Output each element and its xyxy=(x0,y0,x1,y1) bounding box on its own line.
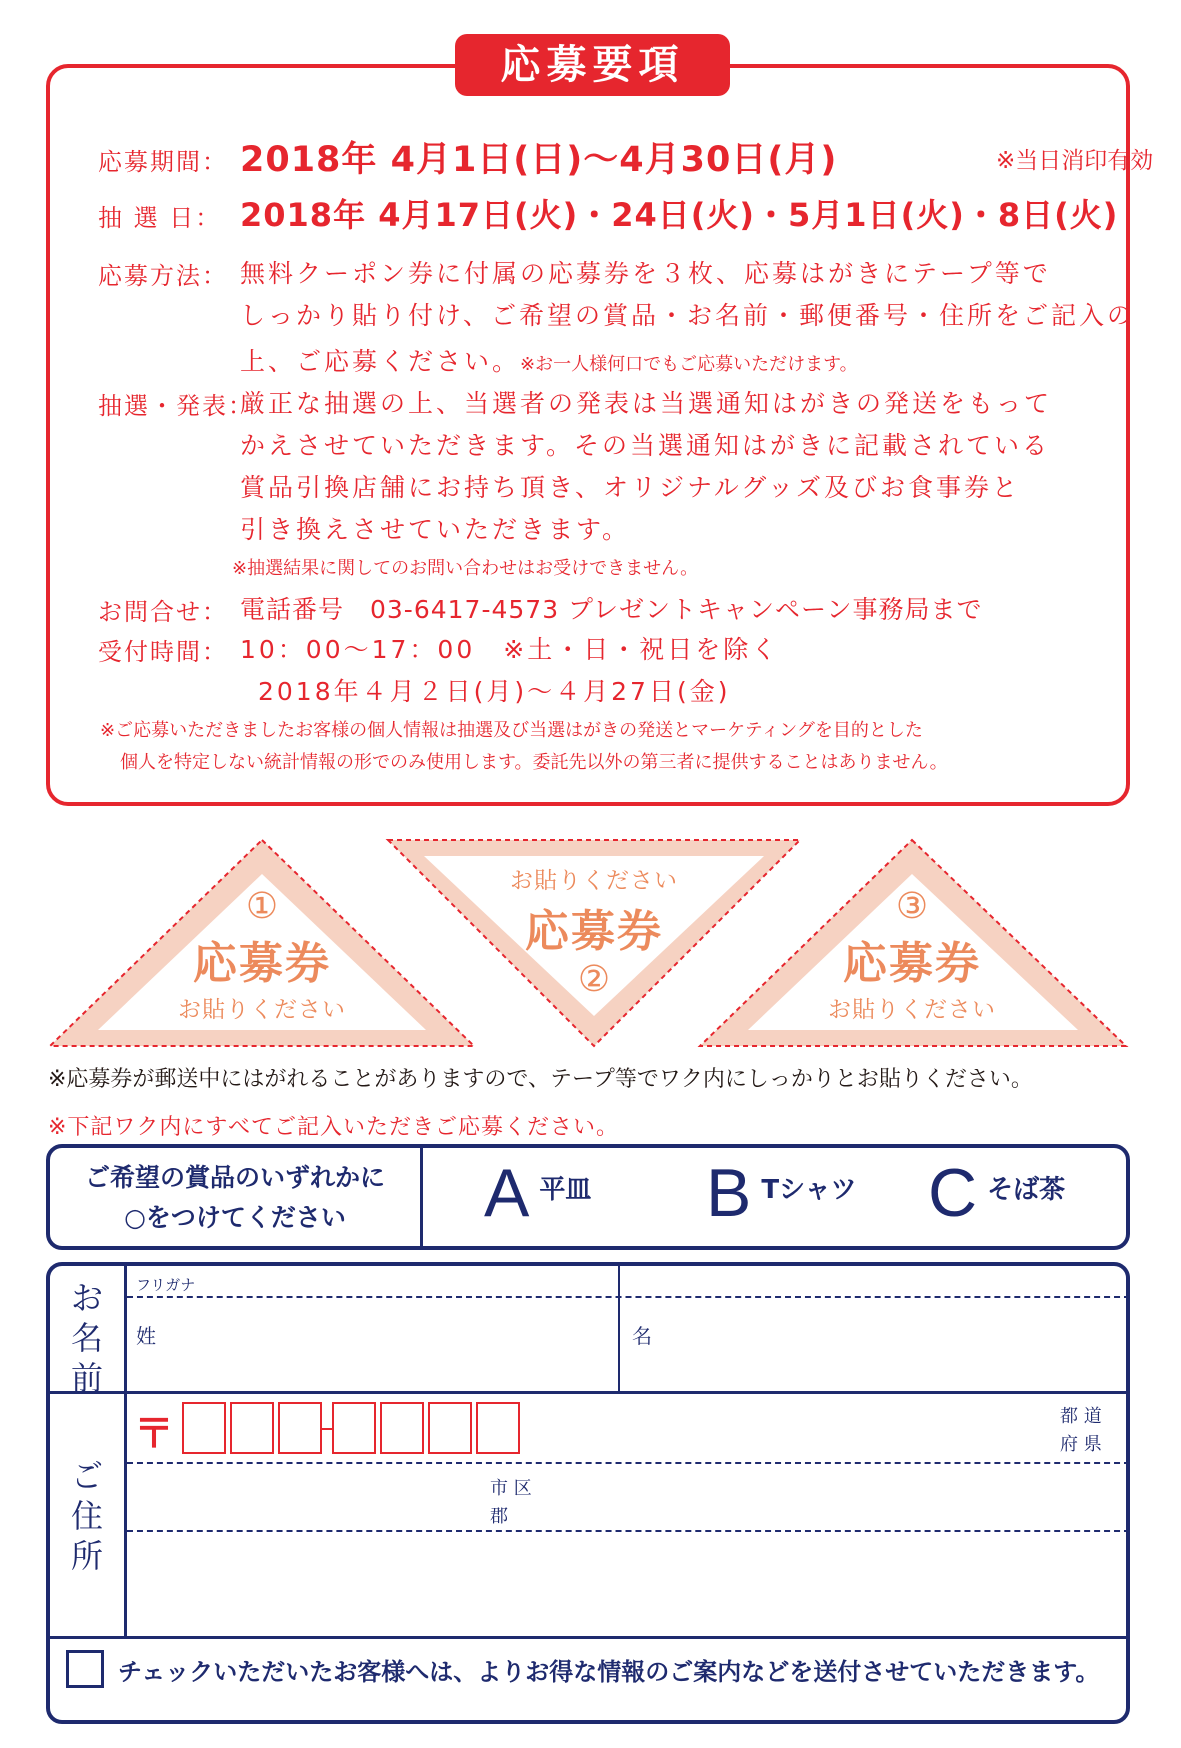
ticket-2-text xyxy=(494,862,694,1000)
method-line3-text: 上、ご応募ください。 xyxy=(240,347,521,376)
given-name-field[interactable] xyxy=(658,1306,1118,1386)
privacy-note-2: 個人を特定しない統計情報の形でのみ使用します。委託先以外の第三者に提供することはありません。 xyxy=(120,752,948,773)
name-side-char-1: お xyxy=(70,1279,103,1317)
given-name-label: 名 xyxy=(632,1324,652,1348)
hours-line1: 10：00～17：00 ※土・日・祝日を除く xyxy=(240,635,780,664)
prize-option-b-name: Tシャツ xyxy=(761,1174,857,1205)
announce-line2: かえさせていただきます。その当選通知はがきに記載されている xyxy=(240,431,1051,460)
announce-label: 抽選・発表： xyxy=(98,392,254,420)
city-label-2: 郡 xyxy=(490,1506,508,1527)
announce-line1: 厳正な抽選の上、当選者の発表は当選通知はがきの発送をもって xyxy=(240,389,1053,418)
name-middle-divider xyxy=(618,1266,620,1391)
period-value: 2018年 4月1日(日)～4月30日(月) xyxy=(240,140,838,180)
fill-instruction: ※下記ワク内にすべてご記入いただきご応募ください。 xyxy=(48,1115,619,1140)
info-optin-text: チェックいただいたお客様へは、よりお得な情報のご案内などを送付させていただきます。 xyxy=(118,1658,1100,1686)
zip-box-2[interactable] xyxy=(230,1402,274,1454)
zip-box-7[interactable] xyxy=(476,1402,520,1454)
zip-box-3[interactable] xyxy=(278,1402,322,1454)
zip-box-5[interactable] xyxy=(380,1402,424,1454)
prize-option-b[interactable] xyxy=(706,1154,857,1232)
zip-box-4[interactable] xyxy=(332,1402,376,1454)
prize-instruction xyxy=(50,1158,420,1238)
label-column-divider xyxy=(124,1266,127,1638)
name-section-divider xyxy=(50,1391,1130,1394)
prize-divider xyxy=(420,1148,423,1246)
address-side-char-2: 住 xyxy=(70,1497,103,1535)
ticket-3-label: 応募券 xyxy=(843,938,981,989)
address-side-char-1: ご xyxy=(70,1457,103,1495)
contact-label: お問合せ： xyxy=(98,598,228,626)
ticket-3-paste: お貼りください xyxy=(828,997,996,1023)
ticket-3-number: ③ xyxy=(895,886,929,927)
ticket-2-label: 応募券 xyxy=(525,906,663,957)
prize-option-c-name: そば茶 xyxy=(987,1174,1066,1205)
prize-option-a-name: 平皿 xyxy=(539,1174,592,1205)
name-side-char-2: 名 xyxy=(70,1319,103,1357)
furigana-line xyxy=(127,1296,1130,1298)
info-optin-checkbox[interactable] xyxy=(66,1650,104,1688)
name-side-label xyxy=(50,1278,124,1398)
method-label: 応募方法： xyxy=(98,262,228,290)
announce-line3: 賞品引換店舗にお持ち頂き、オリジナルグッズ及びお食事券と xyxy=(240,473,1021,502)
prize-instruction-1: ご希望の賞品のいずれかに xyxy=(84,1163,385,1192)
draw-value: 2018年 4月17日(火)・24日(火)・5月1日(火)・8日(火) xyxy=(240,196,1119,234)
postal-mark-icon: 〒 xyxy=(134,1411,174,1457)
hours-line2: 2018年４月２日(月)～４月27日(金) xyxy=(258,677,731,706)
privacy-note-1: ※ご応募いただきましたお客様の個人情報は抽選及び当選はがきの発送とマーケティングを目的とした xyxy=(100,720,923,741)
method-line3 xyxy=(240,342,858,378)
prize-instruction-2: ○をつけてください xyxy=(124,1203,346,1232)
address-field-2[interactable] xyxy=(130,1534,1120,1632)
prize-selection-box xyxy=(46,1144,1130,1250)
ticket-2-paste: お貼りください xyxy=(510,868,678,894)
address-section-divider xyxy=(50,1636,1130,1639)
address-side-char-3: 所 xyxy=(70,1537,103,1575)
prize-option-a[interactable] xyxy=(484,1154,591,1232)
ticket-1-text xyxy=(162,886,362,1024)
ticket-1-paste: お貼りください xyxy=(178,997,346,1023)
surname-field[interactable] xyxy=(160,1306,600,1386)
announce-note: ※抽選結果に関してのお問い合わせはお受けできません。 xyxy=(232,558,699,579)
hours-label: 受付時間： xyxy=(98,638,228,666)
method-line1: 無料クーポン券に付属の応募券を３枚、応募はがきにテープ等で xyxy=(240,259,1051,288)
prize-option-a-letter: A xyxy=(484,1155,530,1231)
ticket-2-number: ② xyxy=(577,959,611,1000)
method-line2: しっかり貼り付け、ご希望の賞品・お名前・郵便番号・住所をご記入の xyxy=(240,301,1136,330)
period-label: 応募期間： xyxy=(98,148,228,176)
period-note: ※当日消印有効 xyxy=(996,148,1154,174)
prefecture-label-1: 都 道 xyxy=(1060,1406,1102,1427)
prefecture-label-2: 府 県 xyxy=(1060,1434,1102,1455)
name-side-char-3: 前 xyxy=(70,1359,103,1397)
requirements-title: 応募要項 xyxy=(455,34,730,96)
contact-value: 電話番号 03-6417-4573 プレゼントキャンペーン事務局まで xyxy=(240,595,983,624)
address-line-1 xyxy=(127,1462,1130,1464)
ticket-3-text xyxy=(812,886,1012,1024)
surname-label: 姓 xyxy=(136,1324,156,1348)
address-side-label xyxy=(50,1456,124,1576)
prize-option-c[interactable] xyxy=(928,1154,1065,1232)
entry-form xyxy=(46,1262,1130,1724)
address-field-1[interactable] xyxy=(160,1466,1120,1528)
zip-box-1[interactable] xyxy=(182,1402,226,1454)
city-label-1: 市 区 xyxy=(490,1478,532,1499)
method-line3-note: ※お一人様何口でもご応募いただけます。 xyxy=(520,354,858,375)
zip-hyphen xyxy=(322,1428,332,1430)
zip-box-6[interactable] xyxy=(428,1402,472,1454)
ticket-1-number: ① xyxy=(245,886,279,927)
announce-line4: 引き換えさせていただきます。 xyxy=(240,515,631,544)
tape-instruction: ※応募券が郵送中にはがれることがありますので、テープ等でワク内にしっかりとお貼りください。 xyxy=(48,1067,1033,1092)
ticket-1-label: 応募券 xyxy=(193,938,331,989)
furigana-label: フリガナ xyxy=(136,1276,196,1294)
address-line-2 xyxy=(127,1530,1130,1532)
prize-option-c-letter: C xyxy=(928,1155,978,1231)
draw-label: 抽 選 日： xyxy=(98,204,222,232)
prize-option-b-letter: B xyxy=(706,1155,752,1231)
ticket-area xyxy=(0,836,1181,1051)
